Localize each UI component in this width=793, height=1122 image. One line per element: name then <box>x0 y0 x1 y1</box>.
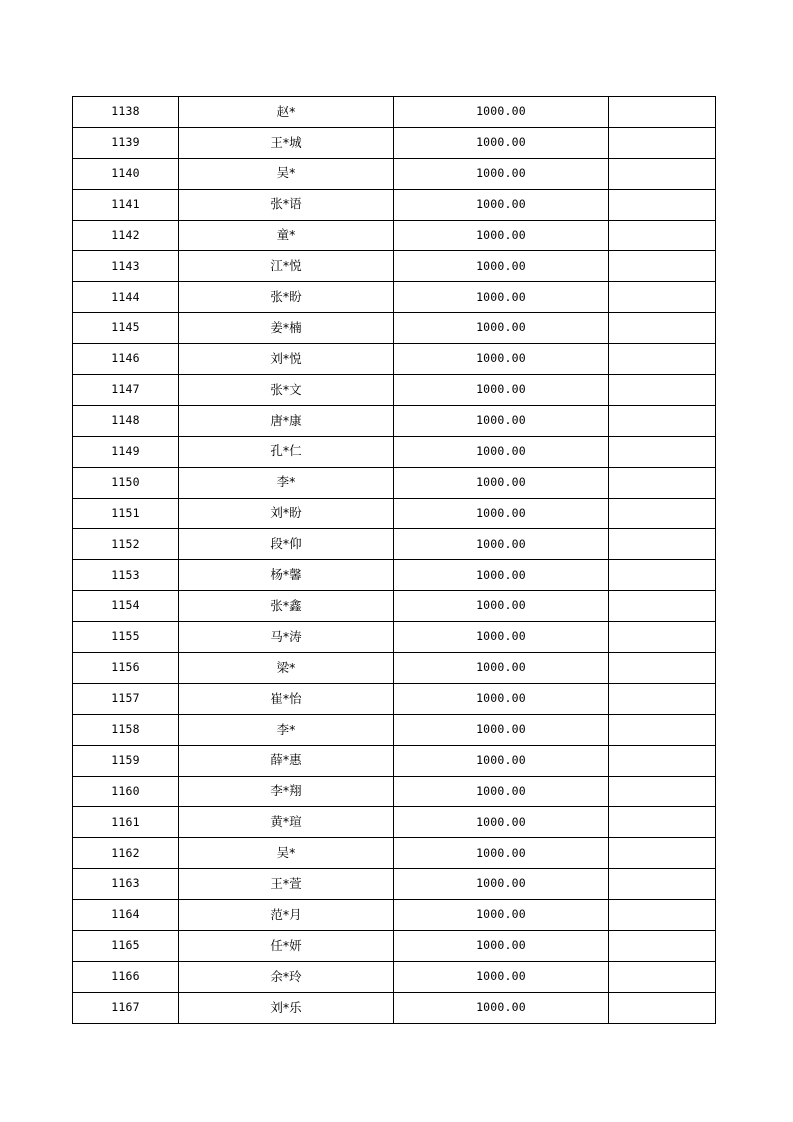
table-row <box>73 220 716 251</box>
amount-cell: 1000.00 <box>394 498 609 529</box>
recipient-name-cell: 李* <box>179 467 394 498</box>
remark-cell <box>609 807 716 838</box>
serial-number-cell: 1167 <box>73 992 179 1023</box>
recipient-name-cell: 余*玲 <box>179 961 394 992</box>
serial-number-cell: 1165 <box>73 931 179 962</box>
remark-cell <box>609 405 716 436</box>
serial-number-cell: 1153 <box>73 560 179 591</box>
amount-cell: 1000.00 <box>394 436 609 467</box>
remark-cell <box>609 282 716 313</box>
serial-number-cell: 1142 <box>73 220 179 251</box>
serial-number-cell: 1140 <box>73 158 179 189</box>
amount-cell: 1000.00 <box>394 344 609 375</box>
serial-number-cell: 1139 <box>73 127 179 158</box>
recipient-name-cell: 吴* <box>179 158 394 189</box>
amount-cell: 1000.00 <box>394 776 609 807</box>
remark-cell <box>609 498 716 529</box>
recipient-name-cell: 江*悦 <box>179 251 394 282</box>
remark-cell <box>609 344 716 375</box>
amount-cell: 1000.00 <box>394 961 609 992</box>
serial-number-cell: 1157 <box>73 683 179 714</box>
recipient-name-cell: 杨*馨 <box>179 560 394 591</box>
amount-cell: 1000.00 <box>394 220 609 251</box>
table-body <box>73 97 716 1024</box>
recipient-name-cell: 孔*仁 <box>179 436 394 467</box>
recipient-name-cell: 李*翔 <box>179 776 394 807</box>
table-row <box>73 931 716 962</box>
remark-cell <box>609 714 716 745</box>
recipient-name-cell: 崔*怡 <box>179 683 394 714</box>
amount-cell: 1000.00 <box>394 622 609 653</box>
serial-number-cell: 1160 <box>73 776 179 807</box>
amount-cell: 1000.00 <box>394 838 609 869</box>
serial-number-cell: 1155 <box>73 622 179 653</box>
remark-cell <box>609 931 716 962</box>
amount-cell: 1000.00 <box>394 405 609 436</box>
amount-cell: 1000.00 <box>394 869 609 900</box>
table-row <box>73 467 716 498</box>
serial-number-cell: 1146 <box>73 344 179 375</box>
recipient-name-cell: 刘*悦 <box>179 344 394 375</box>
amount-cell: 1000.00 <box>394 251 609 282</box>
remark-cell <box>609 220 716 251</box>
table-row <box>73 405 716 436</box>
table-row <box>73 158 716 189</box>
remark-cell <box>609 560 716 591</box>
remark-cell <box>609 838 716 869</box>
table-row <box>73 714 716 745</box>
serial-number-cell: 1151 <box>73 498 179 529</box>
recipient-name-cell: 赵* <box>179 97 394 128</box>
remark-cell <box>609 653 716 684</box>
amount-cell: 1000.00 <box>394 745 609 776</box>
remark-cell <box>609 591 716 622</box>
remark-cell <box>609 776 716 807</box>
remark-cell <box>609 745 716 776</box>
recipient-name-cell: 刘*乐 <box>179 992 394 1023</box>
amount-cell: 1000.00 <box>394 931 609 962</box>
table-row <box>73 498 716 529</box>
remark-cell <box>609 251 716 282</box>
recipient-name-cell: 黄*瑄 <box>179 807 394 838</box>
table-row <box>73 900 716 931</box>
table-row <box>73 529 716 560</box>
table-row <box>73 313 716 344</box>
table-row <box>73 560 716 591</box>
table-row <box>73 127 716 158</box>
remark-cell <box>609 683 716 714</box>
serial-number-cell: 1156 <box>73 653 179 684</box>
remark-cell <box>609 529 716 560</box>
remark-cell <box>609 900 716 931</box>
recipient-name-cell: 吴* <box>179 838 394 869</box>
recipient-name-cell: 范*月 <box>179 900 394 931</box>
recipient-name-cell: 李* <box>179 714 394 745</box>
serial-number-cell: 1152 <box>73 529 179 560</box>
serial-number-cell: 1144 <box>73 282 179 313</box>
serial-number-cell: 1163 <box>73 869 179 900</box>
serial-number-cell: 1143 <box>73 251 179 282</box>
recipient-name-cell: 张*语 <box>179 189 394 220</box>
amount-cell: 1000.00 <box>394 467 609 498</box>
table-row <box>73 282 716 313</box>
remark-cell <box>609 467 716 498</box>
table-row <box>73 622 716 653</box>
table-row <box>73 344 716 375</box>
remark-cell <box>609 158 716 189</box>
amount-cell: 1000.00 <box>394 282 609 313</box>
table-row <box>73 745 716 776</box>
amount-cell: 1000.00 <box>394 127 609 158</box>
table-row <box>73 807 716 838</box>
recipient-name-cell: 唐*康 <box>179 405 394 436</box>
recipient-name-cell: 薛*惠 <box>179 745 394 776</box>
recipient-name-cell: 王*城 <box>179 127 394 158</box>
amount-cell: 1000.00 <box>394 375 609 406</box>
table-row <box>73 961 716 992</box>
document-page <box>72 96 715 1024</box>
remark-cell <box>609 436 716 467</box>
amount-cell: 1000.00 <box>394 683 609 714</box>
recipient-name-cell: 马*涛 <box>179 622 394 653</box>
recipient-name-cell: 张*文 <box>179 375 394 406</box>
table-row <box>73 776 716 807</box>
remark-cell <box>609 375 716 406</box>
remark-cell <box>609 127 716 158</box>
amount-cell: 1000.00 <box>394 900 609 931</box>
table-row <box>73 436 716 467</box>
serial-number-cell: 1158 <box>73 714 179 745</box>
serial-number-cell: 1164 <box>73 900 179 931</box>
serial-number-cell: 1154 <box>73 591 179 622</box>
amount-cell: 1000.00 <box>394 529 609 560</box>
serial-number-cell: 1148 <box>73 405 179 436</box>
serial-number-cell: 1161 <box>73 807 179 838</box>
amount-cell: 1000.00 <box>394 714 609 745</box>
serial-number-cell: 1145 <box>73 313 179 344</box>
table-row <box>73 189 716 220</box>
serial-number-cell: 1149 <box>73 436 179 467</box>
amount-cell: 1000.00 <box>394 97 609 128</box>
table-row <box>73 869 716 900</box>
table-row <box>73 992 716 1023</box>
serial-number-cell: 1162 <box>73 838 179 869</box>
serial-number-cell: 1166 <box>73 961 179 992</box>
amount-cell: 1000.00 <box>394 560 609 591</box>
table-row <box>73 591 716 622</box>
amount-cell: 1000.00 <box>394 189 609 220</box>
serial-number-cell: 1159 <box>73 745 179 776</box>
serial-number-cell: 1141 <box>73 189 179 220</box>
amount-cell: 1000.00 <box>394 807 609 838</box>
recipient-name-cell: 刘*盼 <box>179 498 394 529</box>
recipient-name-cell: 段*仰 <box>179 529 394 560</box>
recipient-name-cell: 王*萱 <box>179 869 394 900</box>
remark-cell <box>609 992 716 1023</box>
table-row <box>73 838 716 869</box>
table-row <box>73 97 716 128</box>
table-row <box>73 653 716 684</box>
table-row <box>73 683 716 714</box>
amount-cell: 1000.00 <box>394 158 609 189</box>
amount-cell: 1000.00 <box>394 992 609 1023</box>
serial-number-cell: 1147 <box>73 375 179 406</box>
remark-cell <box>609 313 716 344</box>
recipient-name-cell: 童* <box>179 220 394 251</box>
serial-number-cell: 1150 <box>73 467 179 498</box>
table-row <box>73 375 716 406</box>
recipient-name-cell: 张*鑫 <box>179 591 394 622</box>
remark-cell <box>609 97 716 128</box>
remark-cell <box>609 961 716 992</box>
remark-cell <box>609 189 716 220</box>
amount-cell: 1000.00 <box>394 313 609 344</box>
recipient-name-cell: 姜*楠 <box>179 313 394 344</box>
recipient-name-cell: 张*盼 <box>179 282 394 313</box>
recipient-name-cell: 任*妍 <box>179 931 394 962</box>
amount-cell: 1000.00 <box>394 653 609 684</box>
recipient-name-cell: 梁* <box>179 653 394 684</box>
serial-number-cell: 1138 <box>73 97 179 128</box>
amount-cell: 1000.00 <box>394 591 609 622</box>
table-row <box>73 251 716 282</box>
remark-cell <box>609 869 716 900</box>
payment-roster-table <box>72 96 716 1024</box>
remark-cell <box>609 622 716 653</box>
